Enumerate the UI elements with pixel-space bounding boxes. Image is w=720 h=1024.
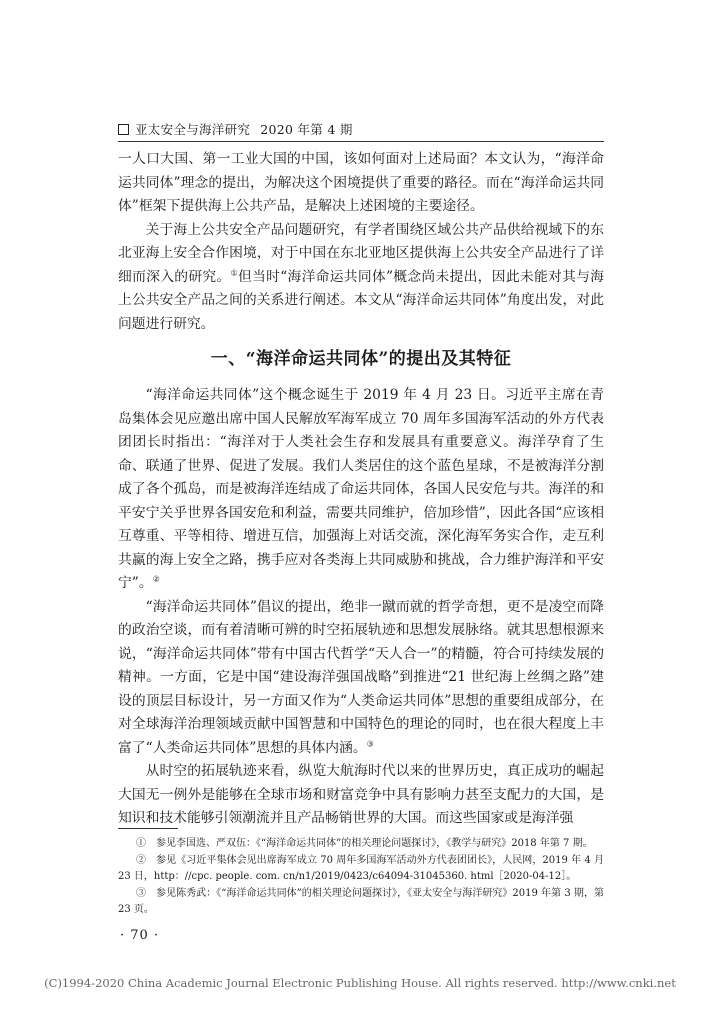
intro-paragraph-1: 一人口大国、第一工业大国的中国，该如何面对上述局面？本文认为，“海洋命运共同体”理念的提出，为解决这个困境提供了重要的路径。而在“海洋命运共同体”框架下提供海上公共产品，是解决上述困境的主要途径。 xyxy=(118,151,604,214)
intro-paragraph-2-text-b: 但当时“海洋命运共同体”概念尚未提出，因此未能对其与海上公共安全产品之间的关系进行阐述。本文从“海洋命运共同体”角度出发，对此问题进行研究。 xyxy=(118,268,605,332)
intro-paragraph-2 xyxy=(118,219,604,337)
section-one-paragraph-1-text: “海洋命运共同体”这个概念诞生于 2019 年 4 月 23 日。习近平主席在青岛集体会见应邀出席中国人民解放军海军成立 70 周年多国海军活动的外方代表团团长时指出：“海洋对于人类社会生存和发展具有重要意义。海洋孕育了生命、联通了世界、促进了发展。我们人类居住的这个蓝色星球，不是被海洋分割成了各个孤岛，而是被海洋连结成了命运共同体，各国人民安危与共。海洋的和平安宁关乎世界各国安危和利益，需要共同维护，倍加珍惜”，因此各国“应该相互尊重、平等相待、增进互信，加强海上对话交流，深化海军务实合作，走互利共赢的海上安全之路，携手应对各类海上共同威胁和挑战，合力维护海洋和平安宁”。 xyxy=(118,387,604,591)
square-bullet-icon xyxy=(118,124,129,135)
section-one-paragraph-1 xyxy=(118,384,604,596)
footnote-2: ② 参见《习近平集体会见出席海军成立 70 周年多国海军活动外方代表团团长》，人民网，2019 年 4 月 23 日，http：//cpc. people. com. cn/n1/2019/0423/c64094-31045360. html［2020-04-12］。 xyxy=(118,855,604,882)
section-heading: 一、“海洋命运共同体”的提出及其特征 xyxy=(210,349,512,369)
header-divider xyxy=(118,141,604,142)
footnote-3: ③ 参见陈秀武：《“海洋命运共同体”的相关理论问题探讨》，《亚太安全与海洋研究》2019 年第 3 期，第 23 页。 xyxy=(118,888,604,915)
section-one-paragraph-3: 从时空的拓展轨迹来看，纵览大航海时代以来的世界历史，真正成功的崛起大国无一例外是能够在全球市场和财富竞争中具有影响力甚至支配力的大国，是知识和技术能够引领潮流并且产品畅销世界的大国。而这些国家或是海洋强 xyxy=(118,763,604,826)
footnote-divider xyxy=(118,828,178,829)
footnote-ref-3[interactable]: ③ xyxy=(366,738,374,748)
intro-section xyxy=(118,148,604,336)
intro-paragraph-2-text-a: 关于海上公共安全产品问题研究，有学者围绕区域公共产品供给视域下的东北亚海上安全合作困境，对于中国在东北亚地区提供海上公共安全产品进行了详细而深入的研究。 xyxy=(118,221,604,285)
section-one-body xyxy=(118,384,604,831)
footnotes xyxy=(118,836,604,919)
section-one-paragraph-2 xyxy=(118,596,604,761)
footnote-ref-1[interactable]: ① xyxy=(230,267,238,277)
journal-title: 亚太安全与海洋研究 xyxy=(135,122,251,137)
footnote-ref-2[interactable]: ② xyxy=(152,574,160,584)
footnote-1: ① 参见李国选、严双伍：《“海洋命运共同体”的相关理论问题探讨》，《教学与研究》2018 年第 7 期。 xyxy=(136,838,593,849)
section-one-paragraph-2-text: “海洋命运共同体”倡议的提出，绝非一蹴而就的哲学奇想，更不是凌空而降的政治空谈，而有着清晰可辨的时空拓展轨迹和思想发展脉络。就其思想根源来说，“海洋命运共同体”带有中国古代哲学“天人合一”的精髓，符合可持续发展的精神。一方面，它是中国“建设海洋强国战略”到推进“21 世纪海上丝绸之路”建设的顶层目标设计，另一方面又作为“人类命运共同体”思想的重要组成部分，在对全球海洋治理领域贡献中国智慧和中国特色的理论的同时，也在很大程度上丰富了“人类命运共同体”思想的具体内涵。 xyxy=(118,598,604,756)
issue-label: 2020 年第 4 期 xyxy=(260,122,353,137)
page-number: · 70 · xyxy=(120,928,160,943)
running-header xyxy=(118,120,353,138)
copyright-watermark: (C)1994-2020 China Academic Journal Electronic Publishing House. All rights reserved. http://www.cnki.net xyxy=(44,976,676,990)
